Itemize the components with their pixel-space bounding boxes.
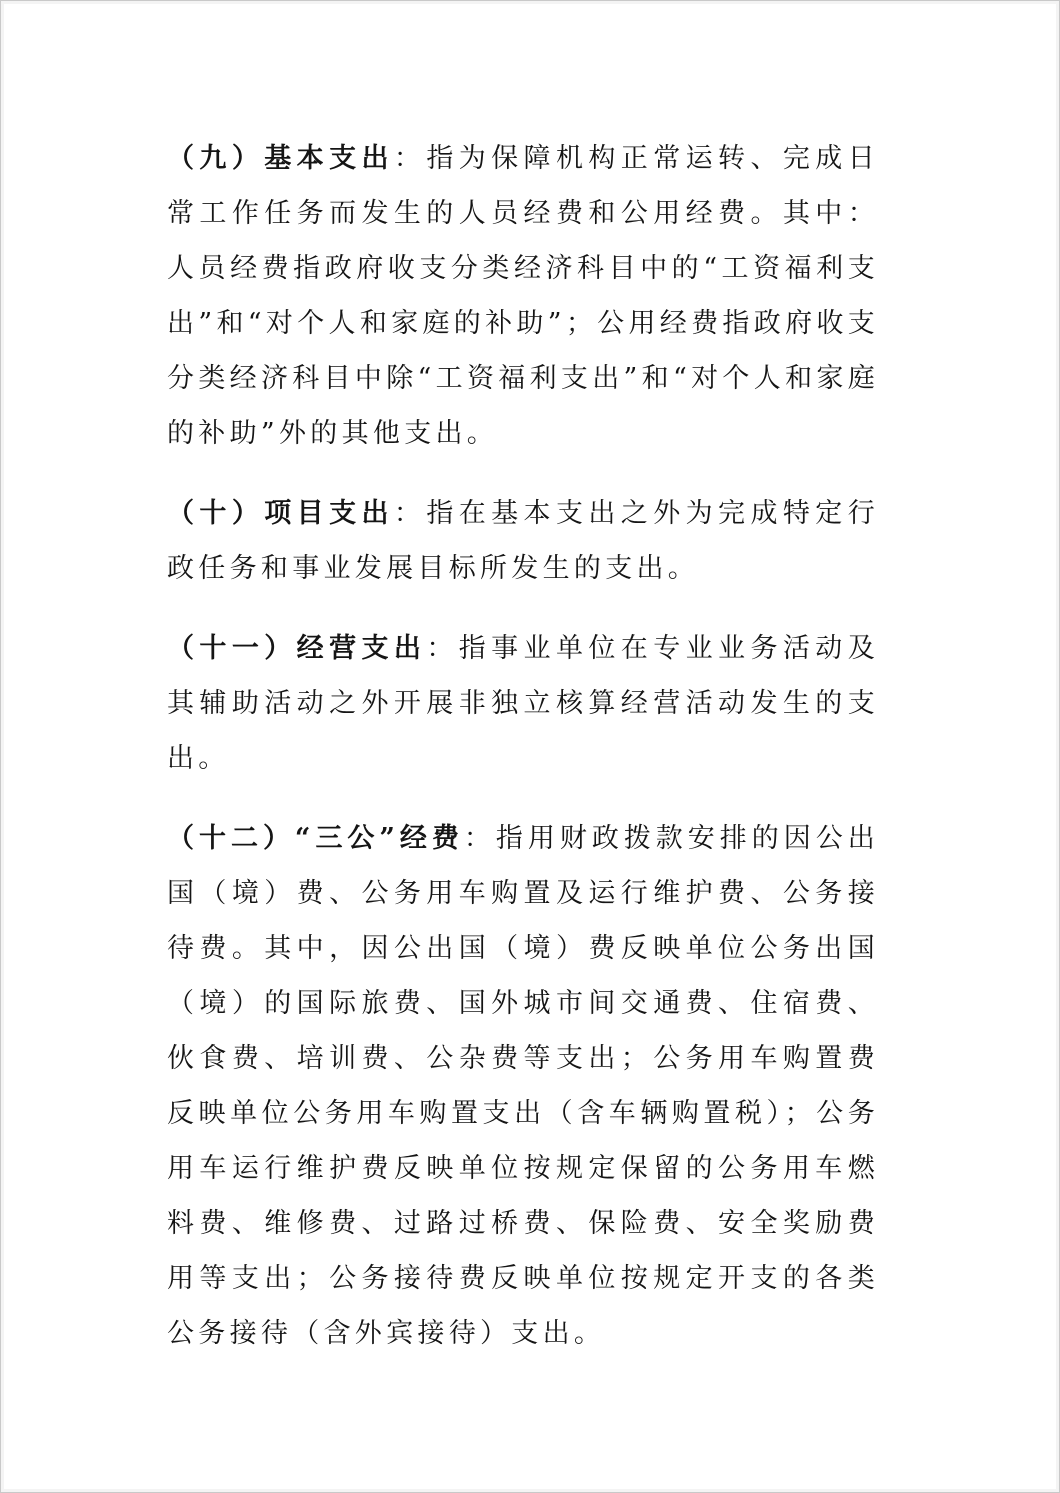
- page-content: [167, 131, 879, 1386]
- section-term: （十二）“三公”经费: [167, 823, 464, 854]
- section-body: ：指用财政拨款安排的因公出国（境）费、公务用车购置及运行维护费、公务接待费。其中，因公出国（境）费反映单位公务出国（境）的国际旅费、国外城市间交通费、住宿费、伙食费、培训费、公杂费等支出；公务用车购置费反映单位公务用车购置支出（含车辆购置税）；公务用车运行维护费反映单位按规定保留的公务用车燃料费、维修费、过路过桥费、保险费、安全奖励费用等支出；公务接待费反映单位按规定开支的各类公务接待（含外宾接待）支出。: [167, 823, 880, 1349]
- section-term: （九）基本支出: [167, 143, 394, 174]
- section-body: ：指在基本支出之外为完成特定行政任务和事业发展目标所发生的支出。: [167, 498, 879, 584]
- section-three-public-expenses: [167, 811, 879, 1361]
- section-term: （十）项目支出: [167, 498, 394, 529]
- section-term: （十一）经营支出: [167, 633, 427, 664]
- section-operating-expenditure: [167, 621, 879, 786]
- section-body: ：指事业单位在专业业务活动及其辅助活动之外开展非独立核算经营活动发生的支出。: [167, 633, 879, 774]
- section-basic-expenditure: [167, 131, 879, 461]
- section-body: ：指为保障机构正常运转、完成日常工作任务而发生的人员经费和公用经费。其中：人员经费指政府收支分类经济科目中的“工资福利支出”和“对个人和家庭的补助”；公用经费指政府收支分类经济科目中除“工资福利支出”和“对个人和家庭的补助”外的其他支出。: [167, 143, 879, 449]
- section-project-expenditure: [167, 486, 879, 596]
